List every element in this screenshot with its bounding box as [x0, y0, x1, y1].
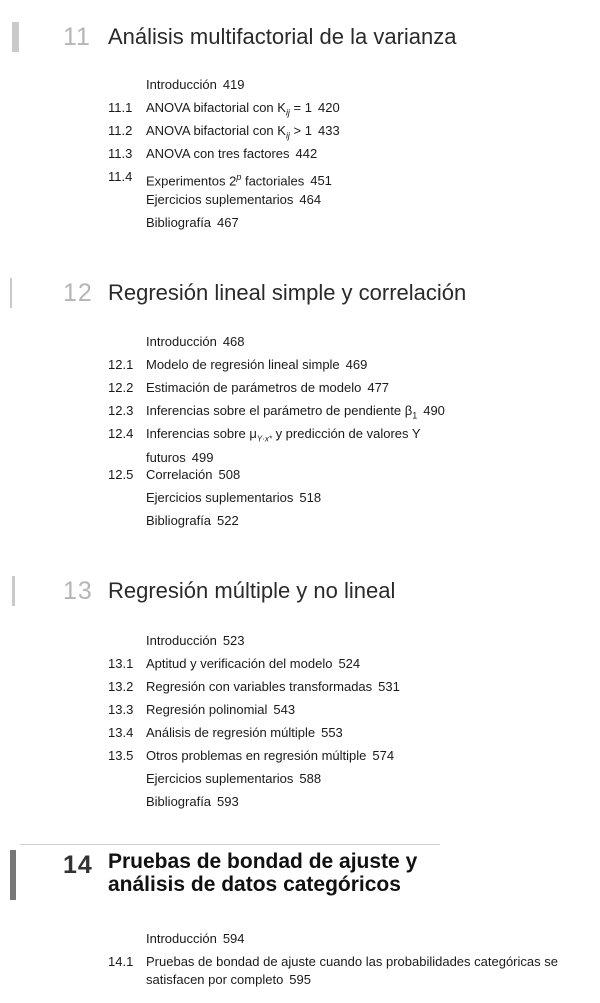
chapter-marker [12, 576, 15, 606]
chapter-number: 13 [63, 577, 93, 605]
chapter-13: 13 Regresión múltiple y no lineal Introducción 523 13.1 Aptitud y verificación del modelo 524 13.2 Regresión con variables transformadas 531 13.3 Regresión polinomial 543 13.4 Análisis de regresión múltiple 553 13.5 Otros problemas en regresión múltiple 574 Ejercicios suplementarios 588 Bibliografía 593 [0, 576, 600, 616]
chapter-rule [20, 844, 440, 845]
chapter-number: 11 [63, 23, 91, 51]
chapter-number: 12 [63, 279, 93, 307]
chapter-number: 14 [63, 851, 93, 879]
chapter-11: 11 Análisis multifactorial de la varianza Introducción 419 11.1 ANOVA bifactorial con $K_{ij} = 1$ 420 11.2 ANOVA bifactorial con $K_{ij} > 1$ 433 11.3 ANOVA con tres factores 442 11.4 Experimentos 2$^p$ factoriales 451 Ejercicios suplementarios 464 Bibliografía 467 [0, 22, 600, 62]
chapter-title: Análisis multifactorial de la varianza [108, 24, 457, 49]
chapter-marker [10, 278, 12, 308]
chapter-marker [12, 22, 19, 52]
chapter-marker [10, 850, 16, 900]
chapter-title: Pruebas de bondad de ajuste y análisis de datos categóricos [108, 850, 418, 896]
chapter-title: Regresión múltiple y no lineal [108, 578, 396, 603]
chapter-12: 12 Regresión lineal simple y correlación Introducción 468 12.1 Modelo de regresión lineal simple 469 12.2 Estimación de parámetros de modelo 477 12.3 Inferencias sobre el parámetro de pendiente $\beta_1$ 490 12.4 Inferencias sobre $\mu_{Y\cdot x*}$ y predicción de valores Y futuros 499 12.5 Correlación 508 Ejercicios suplementarios 518 Bibliografía 522 [0, 278, 600, 318]
chapter-14: 14 Pruebas de bondad de ajuste y análisis de datos categóricos Introducción 594 14.1 Pruebas de bondad de ajuste cuando las probabilidades categóricas se satisfacen por completo 595 [0, 850, 600, 900]
chapter-title: Regresión lineal simple y correlación [108, 280, 467, 305]
